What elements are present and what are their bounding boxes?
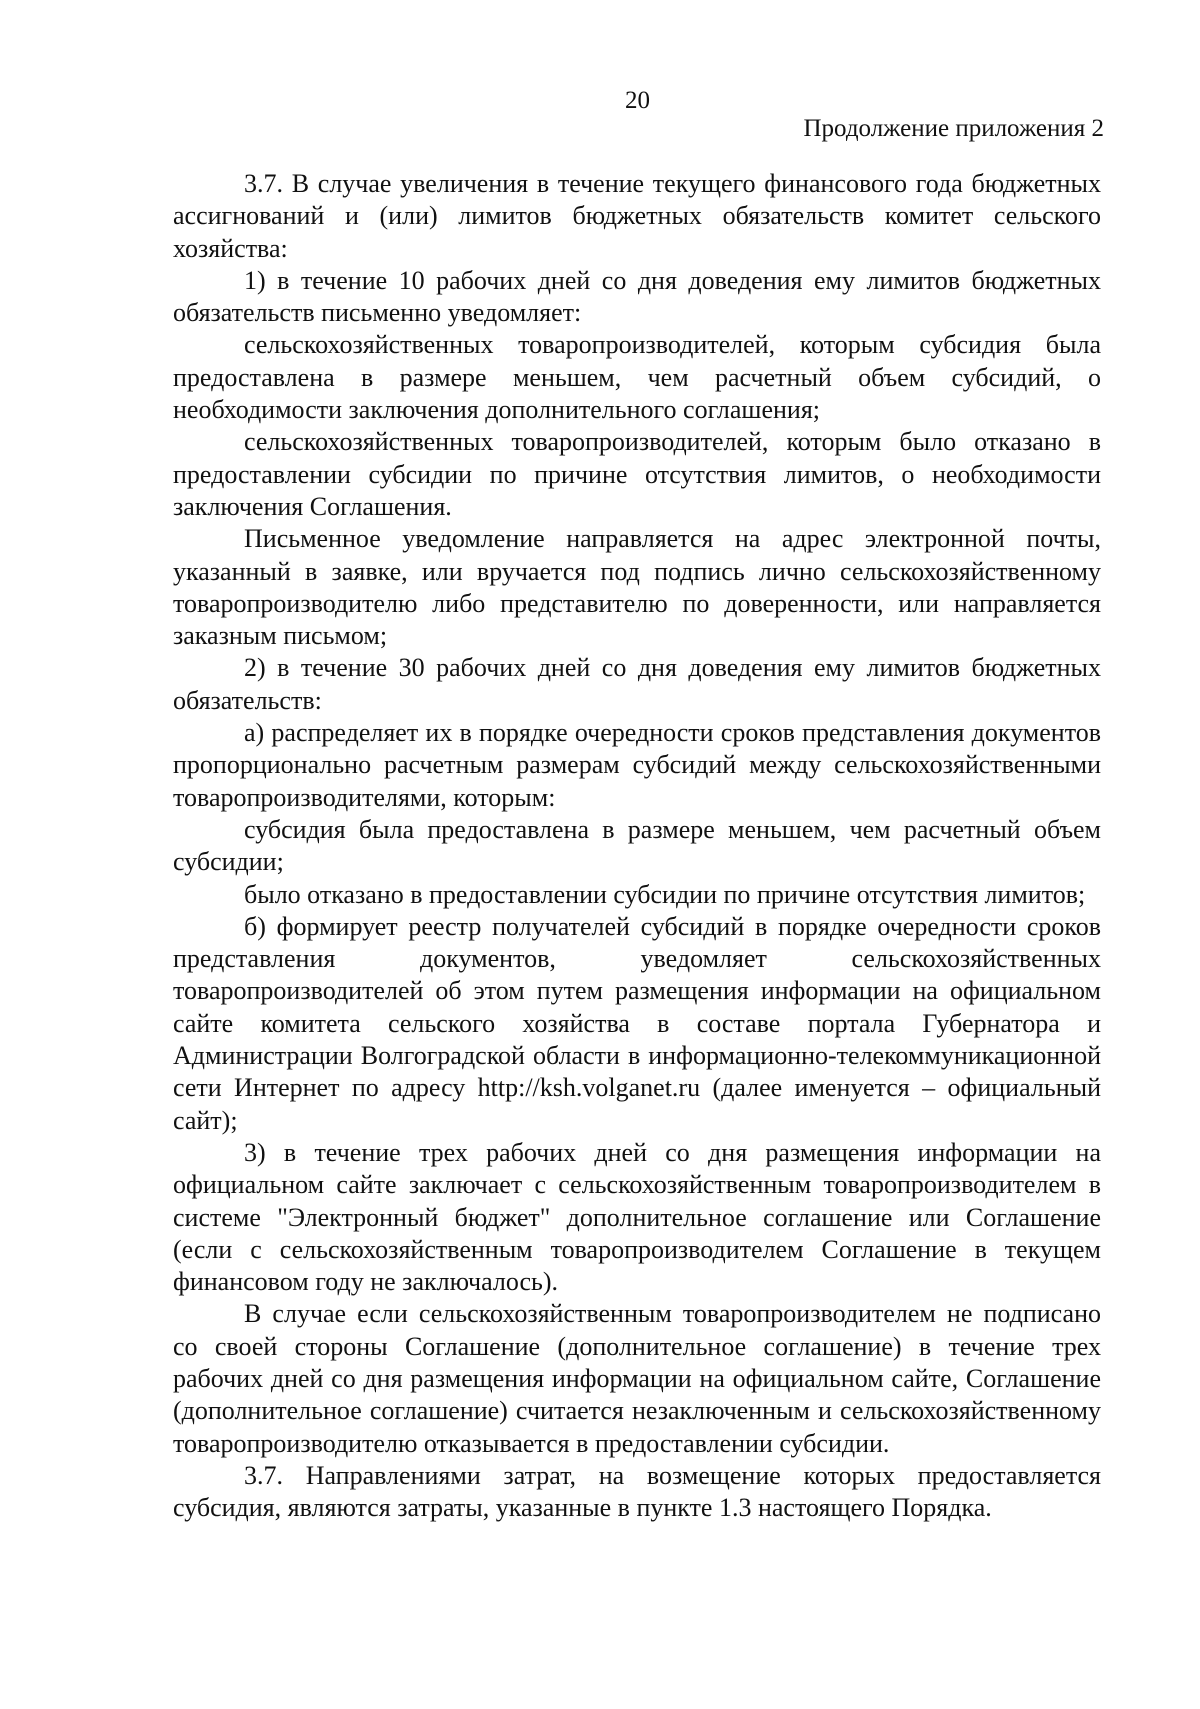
paragraph-written-notice: Письменное уведомление направляется на адрес электронной почты, указанный в заявке, или вручается под подпись лично сельскохозяйственному товаропроизводителю либо представителю по доверенности, или направляется заказным письмом; [173,524,1101,651]
paragraph-item-1: 1) в течение 10 рабочих дней со дня доведения ему лимитов бюджетных обязательств письменно уведомляет: [173,265,1101,328]
paragraph-notify-refused: сельскохозяйственных товаропроизводителей, которым было отказано в предоставлении субсидии по причине отсутствия лимитов, о необходимости заключения Соглашения. [173,427,1101,521]
document-body [173,168,1101,1524]
paragraph-3-7-intro: 3.7. В случае увеличения в течение текущего финансового года бюджетных ассигнований и (или) лимитов бюджетных обязательств комитет сельского хозяйства: [173,169,1101,263]
paragraph-reduced-subsidy: субсидия была предоставлена в размере меньшем, чем расчетный объем субсидии; [173,814,1101,877]
paragraph-3-7-costs: 3.7. Направлениями затрат, на возмещение которых предоставляется субсидия, являются затраты, указанные в пункте 1.3 настоящего Порядка. [173,1460,1101,1523]
paragraph-refused-subsidy: было отказано в предоставлении субсидии по причине отсутствия лимитов; [244,879,1086,909]
paragraph-unsigned-agreement: В случае если сельскохозяйственным товаропроизводителем не подписано со своей стороны Соглашение (дополнительное соглашение) в течение трех рабочих дней со дня размещения информации на официальном сайте, Соглашение (дополнительное соглашение) считается незаключенным и сельскохозяйственному товаропроизводителю отказывается в предоставлении субсидии. [173,1299,1101,1458]
paragraph-item-2: 2) в течение 30 рабочих дней со дня доведения ему лимитов бюджетных обязательств: [173,653,1101,715]
page-number: 20 [625,87,650,114]
paragraph-item-2b: б) формирует реестр получателей субсидий в порядке очередности сроков представления документов, уведомляет сельскохозяйственных товаропроизводителей об этом путем размещения информации на официальном сайте комитета сельского хозяйства в составе портала Губернатора и Администрации Волгоградской области в информационно-телекоммуникационной сети Интернет по адресу http://ksh.volganet.ru (далее именуется – официальный сайт); [173,911,1101,1135]
appendix-header: Продолжение приложения 2 [803,115,1104,142]
paragraph-item-2a: а) распределяет их в порядке очередности сроков представления документов пропорционально расчетным размерам субсидий между сельскохозяйственными товаропроизводителями, которым: [173,718,1101,812]
paragraph-notify-reduced: сельскохозяйственных товаропроизводителей, которым субсидия была предоставлена в размере меньшем, чем расчетный объем субсидий, о необходимости заключения дополнительного соглашения; [173,330,1101,425]
paragraph-item-3: 3) в течение трех рабочих дней со дня размещения информации на официальном сайте заключает с сельскохозяйственным товаропроизводителем в системе "Электронный бюджет" дополнительное соглашение или Соглашение (если с сельскохозяйственным товаропроизводителем Соглашение в текущем финансовом году не заключалось). [173,1137,1101,1297]
